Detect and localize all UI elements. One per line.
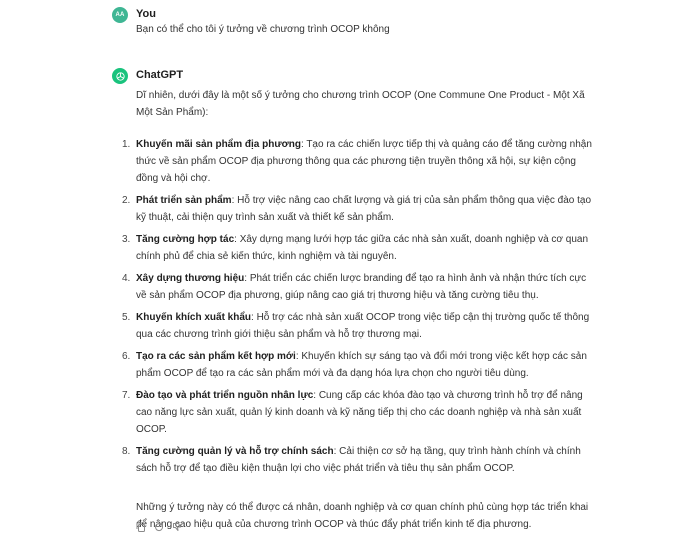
list-item: 7. Đào tạo và phát triển nguồn nhân lực: Cung cấp các khóa đào tạo và chương trình hỗ trợ để nâng cao năng lực sản xuất, quản lý kinh doanh và kỹ năng tiếp thị cho các doanh nghiệp và nhà sản xuất OCOP. xyxy=(122,390,583,435)
user-avatar xyxy=(112,7,128,23)
item-title: Phát triển sản phẩm xyxy=(136,195,232,206)
list-item: 6. Tạo ra các sản phẩm kết hợp mới: Khuyến khích sự sáng tạo và đổi mới trong việc kết hợp các sản phẩm OCOP để tạo ra các sản phẩm mới và đa dạng hóa lựa chọn cho người tiêu dùng. xyxy=(122,351,587,379)
item-title: Đào tạo và phát triển nguồn nhân lực xyxy=(136,390,314,401)
item-text: : Tạo ra các chiến lược tiếp thị và quảng cáo để tăng cường nhận thức về sản phẩm OCOP địa phương thông qua các phương tiện truyền thông xã hội, sự kiện cộng đồng và hội chợ. xyxy=(136,139,592,184)
item-text: : Phát triển các chiến lược branding để tạo ra hình ảnh và nhận thức tích cực về sản phẩm OCOP địa phương, giúp nâng cao giá trị thương hiệu và tăng cường tiêu thụ. xyxy=(136,273,587,301)
item-title: Tăng cường hợp tác xyxy=(136,234,235,245)
item-text: : Hỗ trợ việc nâng cao chất lượng và giá trị của sản phẩm thông qua việc đào tạo kỹ thuật, cải thiện quy trình sản xuất và thiết kế sản phẩm. xyxy=(136,195,592,223)
item-title: Tăng cường quản lý và hỗ trợ chính sách xyxy=(136,446,334,457)
item-text: : Cải thiện cơ sở hạ tầng, quy trình hành chính và chính sách hỗ trợ để tạo điều kiện thuận lợi cho việc phát triển và tiêu thụ sản phẩm OCOP. xyxy=(136,446,581,474)
list-item: 5. Khuyến khích xuất khẩu: Hỗ trợ các nhà sản xuất OCOP trong việc tiếp cận thị trường quốc tế thông qua các chương trình giới thiệu sản phẩm và hỗ trợ thương mại. xyxy=(122,312,590,340)
chatgpt-logo-icon xyxy=(112,68,128,84)
list-item: 1. Khuyến mãi sản phẩm địa phương: Tạo ra các chiến lược tiếp thị và quảng cáo để tăng cường nhận thức về sản phẩm OCOP địa phương thông qua các phương tiện truyền thông xã hội, sự kiện cộng đồng và hội chợ. xyxy=(122,139,592,184)
assistant-outro: Những ý tưởng này có thể được cá nhân, doanh nghiệp và cơ quan chính phủ cùng hợp tác triển khai để nâng cao hiệu quả của chương trình OCOP và thúc đẩy phát triển kinh tế địa phương. xyxy=(136,502,589,530)
assistant-intro: Dĩ nhiên, dưới đây là một số ý tưởng cho chương trình OCOP (One Commune One Product - Một Xã Một Sản Phẩm): xyxy=(136,90,585,118)
item-text: : Khuyến khích sự sáng tạo và đổi mới trong việc kết hợp các sản phẩm OCOP để tạo ra các sản phẩm mới và đa dạng hóa lựa chọn cho người tiêu dùng. xyxy=(136,351,587,379)
item-title: Khuyến khích xuất khẩu xyxy=(136,312,252,323)
copy-icon[interactable] xyxy=(136,519,146,529)
assistant-sender-name: ChatGPT xyxy=(136,69,184,81)
user-avatar-initials: AA xyxy=(115,12,125,18)
openai-icon xyxy=(115,71,126,82)
list-item: 3. Tăng cường hợp tác: Xây dựng mạng lưới hợp tác giữa các nhà sản xuất, doanh nghiệp và cơ quan chính phủ để chia sẻ kiến thức, kinh nghiệm và tài nguyên. xyxy=(122,234,589,262)
thumbs-down-icon[interactable] xyxy=(172,519,182,529)
user-sender-name: You xyxy=(136,8,156,20)
list-item: 8. Tăng cường quản lý và hỗ trợ chính sách: Cải thiện cơ sở hạ tầng, quy trình hành chính và chính sách hỗ trợ để tạo điều kiện thuận lợi cho việc phát triển và tiêu thụ sản phẩm OCOP. xyxy=(122,446,581,474)
item-title: Xây dựng thương hiệu xyxy=(136,273,245,284)
assistant-message xyxy=(122,87,598,533)
item-title: Tạo ra các sản phẩm kết hợp mới xyxy=(136,351,296,362)
user-message: Bạn có thể cho tôi ý tưởng về chương trình OCOP không xyxy=(136,24,390,35)
ideas-list xyxy=(122,136,598,477)
item-text: : Cung cấp các khóa đào tạo và chương trình hỗ trợ để nâng cao năng lực sản xuất, quản lý kinh doanh và kỹ năng tiếp thị cho các doanh nghiệp và nhà sản xuất OCOP. xyxy=(136,390,583,435)
item-title: Khuyến mãi sản phẩm địa phương xyxy=(136,139,301,150)
regenerate-icon[interactable] xyxy=(154,519,164,529)
message-actions xyxy=(136,519,182,529)
item-text: : Hỗ trợ các nhà sản xuất OCOP trong việc tiếp cận thị trường quốc tế thông qua các chương trình giới thiệu sản phẩm và hỗ trợ thương mại. xyxy=(136,312,590,340)
list-item: 4. Xây dựng thương hiệu: Phát triển các chiến lược branding để tạo ra hình ảnh và nhận thức tích cực về sản phẩm OCOP địa phương, giúp nâng cao giá trị thương hiệu và tăng cường tiêu thụ. xyxy=(122,273,587,301)
list-item: 2. Phát triển sản phẩm: Hỗ trợ việc nâng cao chất lượng và giá trị của sản phẩm thông qua việc đào tạo kỹ thuật, cải thiện quy trình sản xuất và thiết kế sản phẩm. xyxy=(122,195,592,223)
item-text: : Xây dựng mạng lưới hợp tác giữa các nhà sản xuất, doanh nghiệp và cơ quan chính phủ để chia sẻ kiến thức, kinh nghiệm và tài nguyên. xyxy=(136,234,589,262)
